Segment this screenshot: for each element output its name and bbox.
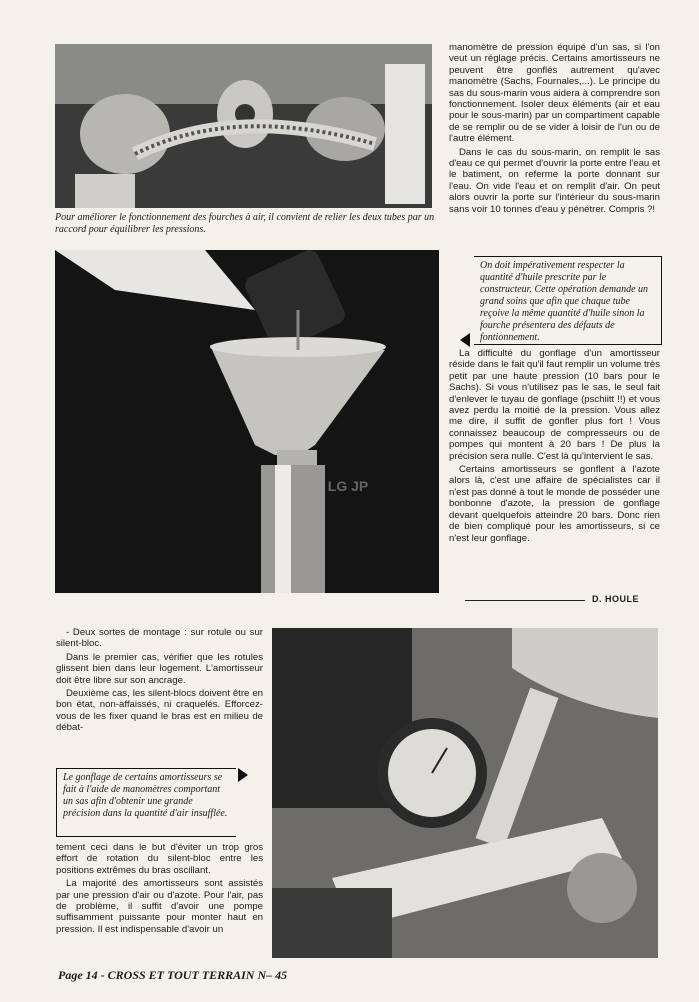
page-footer: Page 14 - CROSS ET TOUT TERRAIN N– 45 [58,968,288,982]
photo-oil-funnel [55,250,439,593]
column-right-bottom [449,348,660,546]
callout-oil-quantity [474,256,662,345]
callout-arrow-icon [460,333,470,347]
column-right-top [449,42,660,217]
signature-rule [465,600,585,601]
callout-gonflage-text: Le gonflage de certains amortisseurs se fait à l'aide de manomètres comportant un sas afin d'obtenir une grande précision dans la quantité d'air insufflée. [63,772,228,819]
column-left-bottom-a [56,627,263,736]
paragraph: Dans le cas du sous-marin, on remplit le sas d'eau ce qui permet d'ouvrir la porte entre l'eau et le batiment, on referme la porte donnant sur l'eau. On vide l'eau et on remplit d'air. On peut alors ouvrir la porte sur l'intérieur du sous-marin sans voir 10 tonnes d'eau y pénétrer. Compris ?! [449,146,660,215]
photo-pressure-gauge [272,628,658,958]
paragraph: tement ceci dans le but d'éviter un trop gros effort de rotation du silent-bloc entre les positions extrêmes du bras oscillant. [56,842,263,876]
callout-arrow-icon [238,768,248,782]
callout-gonflage [56,768,236,837]
column-left-bottom-b [56,842,263,937]
paragraph: manomètre de pression équipé d'un sas, si l'on veut un réglage précis. Certains amortisseurs ne peuvent être gonflés autrement qu'avec manomètre (Sachs, Fournales,...). Le principe du sas du sous-marin vous aidera à comprendre son fonctionnement. Isoler deux éléments (air et eau pour le sous-marin) par un compartiment capable de se remplir ou de se vider à loisir de l'un ou de l'autre élément. [449,42,660,145]
paragraph: Certains amortisseurs se gonflent à l'azote alors là, c'est une affaire de spécialistes car il n'est pas donné à tout le monde de posséder une bonbonne d'azote, la pression de gonflage devant quelquefois atteindre 20 bars. Donc rien de bien compliqué pour les amortisseurs, si ce n'est leur gonflage. [449,464,660,544]
callout-oil-text: On doit impérativement respecter la quantité d'huile prescrite par le constructeur. Cette opération demande un grand soins que afin que chaque tube reçoive la même quantité d'huile sinon la fourche présentera des défauts de fontionnement. [480,260,649,343]
paragraph: La difficulté du gonflage d'un amortisseur réside dans le fait qu'il faut remplir un volume très petit par une haute pression (10 bars pour le Sachs). Si vous n'utilisez pas le sas, le seul fait d'enlever le tuyau de gonflage (pschiitt !!) et vous avez perdu la moitié de la pression. Vous allez me dire, il suffit de gonfler plus fort ! Vous connaissez beaucoup de compresseurs ou de pompes qui montent à 20 bars ! De plus la précision sera nulle. C'est là qu'intervient le sas. [449,348,660,462]
author-signature: D. HOULE [592,594,640,604]
paragraph: Dans le premier cas, vérifier que les rotules glissent bien dans leur logement. L'amortisseur doit être libre sur son ancrage. [56,651,263,686]
paragraph: La majorité des amortisseurs sont assistés par une pression d'air ou d'azote. Pour l'air, pas de problème, il suffit d'avoir une pompe suffisamment puissante pour monter haut en pression. Il est indispensable d'avoir un [56,878,263,935]
paragraph: - Deux sortes de montage : sur rotule ou sur silent-bloc. [56,627,263,650]
watermark-text: LG JP [327,478,369,494]
photo-fork-hose [55,44,432,208]
caption-top: Pour améliorer le fonctionnement des fourches à air, il convient de relier les deux tubes par un raccord pour équilibrer les pressions. [55,212,435,235]
paragraph: Deuxième cas, les silent-blocs doivent être en bon état, non-affaissés, ni craquelés. Efforcez-vous de les fixer quand le bras est en milieu de débat- [56,688,263,734]
watermark-logo [318,478,378,518]
